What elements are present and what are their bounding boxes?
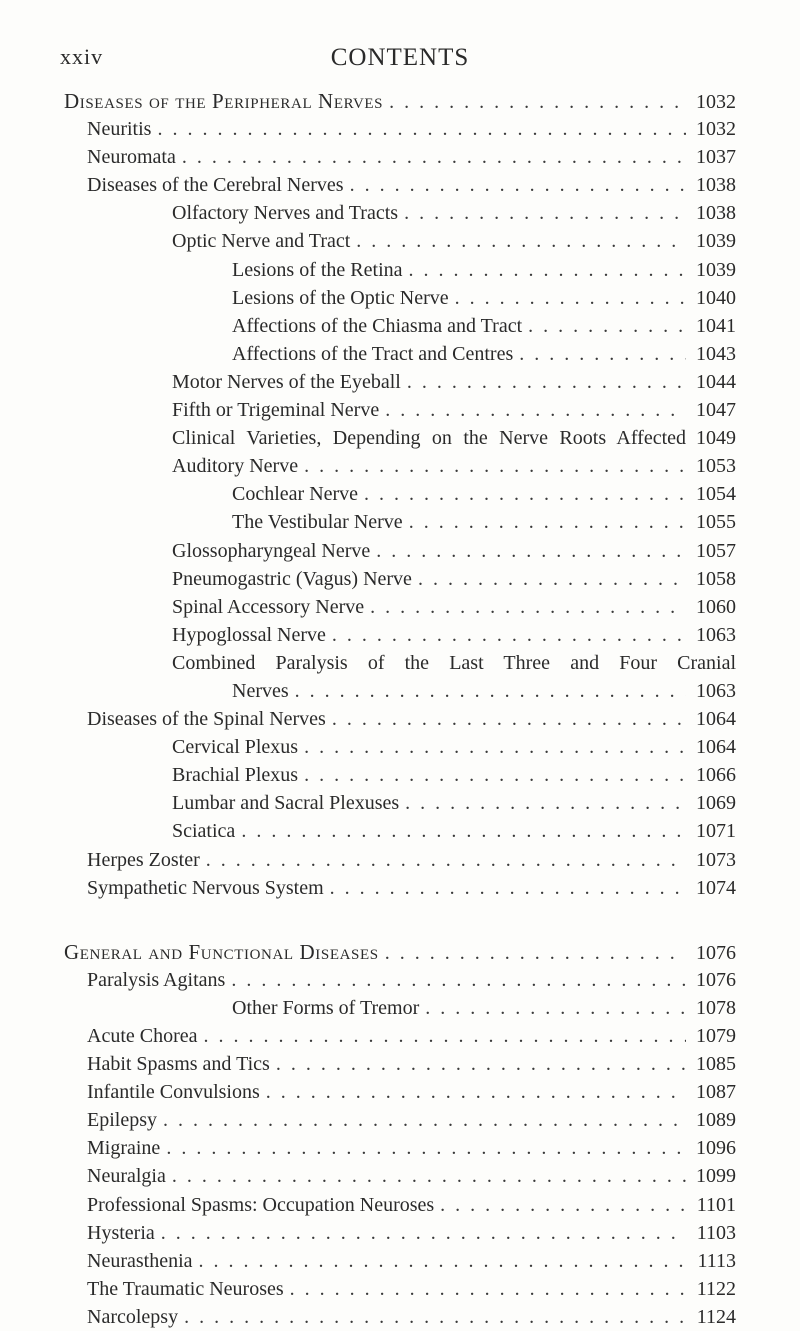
toc-entry-title: Glossopharyngeal Nerve — [172, 539, 371, 562]
toc-entry-page-number: 1054 — [696, 483, 736, 506]
toc-entry — [0, 1022, 800, 1050]
toc-entry-page-number: 1032 — [696, 118, 736, 141]
toc-entry — [0, 1191, 800, 1219]
toc-entry-page-number: 1038 — [696, 174, 736, 197]
toc-entry-title: Narcolepsy — [87, 1305, 179, 1328]
dot-leader — [166, 1134, 686, 1162]
toc-entry-title: Diseases of the Cerebral Nerves — [87, 174, 344, 197]
dot-leader — [184, 1303, 686, 1331]
dot-leader — [266, 1078, 686, 1106]
toc-entry-page-number: 1032 — [696, 91, 736, 113]
toc-entry-page-number: 1055 — [696, 511, 736, 534]
toc-entry-title: Neuromata — [87, 146, 176, 169]
toc-entry-title: Combined Paralysis of the Last Three and Four Cranial — [172, 651, 736, 674]
dot-leader — [332, 621, 686, 649]
toc-entry-title: Clinical Varieties, Depending on the Nerve Roots Affected — [172, 427, 686, 450]
toc-entry-title: Infantile Convulsions — [87, 1081, 260, 1104]
dot-leader — [350, 171, 686, 199]
toc-section — [0, 938, 800, 1331]
toc-entry — [0, 312, 800, 340]
toc-entry-title: Professional Spasms: Occupation Neuroses — [87, 1193, 435, 1216]
table-of-contents — [0, 87, 800, 1331]
toc-entry — [0, 677, 800, 705]
toc-entry-title: Paralysis Agitans — [87, 968, 226, 991]
toc-entry-title: Olfactory Nerves and Tracts — [172, 202, 399, 225]
toc-entry-title: Neurasthenia — [87, 1249, 193, 1272]
dot-leader — [231, 966, 686, 994]
page-header — [0, 44, 800, 84]
toc-entry-page-number: 1074 — [696, 876, 736, 899]
toc-entry — [0, 1247, 800, 1275]
toc-entry-title: Sympathetic Nervous System — [87, 876, 324, 899]
toc-entry-title: Motor Nerves of the Eyeball — [172, 370, 401, 393]
toc-entry-title: Optic Nerve and Tract — [172, 230, 351, 253]
toc-section-heading — [0, 938, 800, 966]
toc-entry-title: Cochlear Nerve — [232, 483, 359, 506]
toc-entry-title: Other Forms of Tremor — [232, 996, 420, 1019]
toc-entry-page-number: 1085 — [696, 1053, 736, 1076]
toc-entry — [0, 649, 800, 677]
toc-entry — [0, 761, 800, 789]
toc-entry — [0, 115, 800, 143]
dot-leader — [528, 312, 686, 340]
toc-entry-page-number: 1087 — [696, 1081, 736, 1104]
dot-leader — [295, 677, 686, 705]
toc-entry — [0, 1275, 800, 1303]
toc-entry-title: The Traumatic Neuroses — [87, 1277, 284, 1300]
toc-entry — [0, 1219, 800, 1247]
toc-entry — [0, 874, 800, 902]
toc-entry-page-number: 1073 — [696, 848, 736, 871]
dot-leader — [425, 994, 686, 1022]
dot-leader — [404, 199, 686, 227]
toc-entry-title: Hypoglossal Nerve — [172, 623, 326, 646]
toc-entry-page-number: 1122 — [696, 1277, 736, 1300]
toc-entry-title: Sciatica — [172, 820, 236, 843]
toc-entry-page-number: 1069 — [696, 792, 736, 815]
toc-entry-page-number: 1089 — [696, 1109, 736, 1132]
toc-entry — [0, 1134, 800, 1162]
toc-entry-title: Lesions of the Optic Nerve — [232, 286, 449, 309]
toc-entry — [0, 284, 800, 312]
toc-entry-page-number: 1064 — [696, 736, 736, 759]
toc-entry-page-number: 1039 — [696, 258, 736, 281]
toc-entry-page-number: 1076 — [696, 941, 736, 964]
dot-leader — [199, 1247, 686, 1275]
dot-leader — [276, 1050, 686, 1078]
dot-leader — [356, 227, 686, 255]
dot-leader — [241, 817, 686, 845]
dot-leader — [409, 508, 686, 536]
toc-entry — [0, 593, 800, 621]
toc-entry-page-number: 1076 — [696, 968, 736, 991]
toc-entry — [0, 368, 800, 396]
toc-entry-page-number: 1124 — [696, 1305, 736, 1328]
toc-entry-page-number: 1099 — [696, 1165, 736, 1188]
toc-entry-page-number: 1037 — [696, 146, 736, 169]
dot-leader — [172, 1162, 686, 1190]
toc-entry — [0, 256, 800, 284]
toc-entry-title: Diseases of the Spinal Nerves — [87, 708, 326, 731]
dot-leader — [440, 1191, 686, 1219]
toc-entry-title: Lesions of the Retina — [232, 258, 403, 281]
dot-leader — [407, 368, 686, 396]
toc-section-heading — [0, 87, 800, 115]
dot-leader — [370, 593, 686, 621]
toc-entry — [0, 227, 800, 255]
dot-leader — [206, 846, 686, 874]
toc-entry-page-number: 1101 — [696, 1193, 736, 1216]
toc-entry — [0, 537, 800, 565]
toc-entry — [0, 508, 800, 536]
toc-entry-title: Migraine — [87, 1137, 161, 1160]
toc-entry-title: Neuralgia — [87, 1165, 166, 1188]
toc-entry — [0, 966, 800, 994]
toc-entry-title: The Vestibular Nerve — [232, 511, 403, 534]
toc-entry-title: Epilepsy — [87, 1109, 157, 1132]
running-title: CONTENTS — [330, 44, 470, 71]
toc-entry-page-number: 1044 — [696, 370, 736, 393]
dot-leader — [161, 1219, 686, 1247]
toc-entry-title: Auditory Nerve — [172, 455, 299, 478]
toc-entry-page-number: 1071 — [696, 820, 736, 843]
toc-entry-title: Fifth or Trigeminal Nerve — [172, 399, 380, 422]
toc-entry-title: Diseases of the Peripheral Nerves — [64, 89, 384, 113]
toc-entry — [0, 789, 800, 817]
toc-entry-page-number: 1079 — [696, 1025, 736, 1047]
dot-leader — [519, 340, 686, 368]
toc-entry-page-number: 1078 — [696, 996, 736, 1019]
toc-entry — [0, 565, 800, 593]
toc-entry-title: General and Functional Diseases — [64, 939, 379, 964]
toc-entry-page-number: 1063 — [696, 679, 736, 702]
dot-leader — [364, 480, 686, 508]
toc-entry-title: Neuritis — [87, 118, 152, 141]
toc-entry-page-number: 1047 — [696, 399, 736, 422]
toc-entry-title: Herpes Zoster — [87, 848, 200, 871]
toc-entry — [0, 340, 800, 368]
toc-entry — [0, 1162, 800, 1190]
dot-leader — [304, 733, 686, 761]
dot-leader — [304, 761, 686, 789]
dot-leader — [290, 1275, 686, 1303]
toc-entry — [0, 846, 800, 874]
toc-section — [0, 87, 800, 902]
dot-leader — [376, 537, 686, 565]
dot-leader — [332, 705, 686, 733]
dot-leader — [389, 88, 686, 116]
toc-entry — [0, 171, 800, 199]
toc-entry-title: Cervical Plexus — [172, 736, 299, 759]
toc-entry-page-number: 1060 — [696, 595, 736, 618]
toc-entry-title: Pneumogastric (Vagus) Nerve — [172, 567, 412, 590]
toc-entry — [0, 994, 800, 1022]
toc-entry-title: Affections of the Tract and Centres — [232, 342, 514, 365]
toc-entry-page-number: 1043 — [696, 342, 736, 365]
toc-entry-page-number: 1096 — [696, 1137, 736, 1160]
dot-leader — [330, 874, 686, 902]
toc-entry-page-number: 1049 — [696, 427, 736, 450]
toc-entry-page-number: 1058 — [696, 567, 736, 590]
dot-leader — [385, 939, 686, 967]
toc-entry-title: Hysteria — [87, 1221, 155, 1244]
toc-entry-page-number: 1057 — [696, 539, 736, 562]
toc-entry-title: Nerves — [232, 679, 289, 702]
toc-entry-page-number: 1063 — [696, 623, 736, 646]
toc-entry-title: Habit Spasms and Tics — [87, 1053, 270, 1076]
dot-leader — [418, 565, 686, 593]
toc-entry-title: Spinal Accessory Nerve — [172, 595, 365, 618]
toc-entry — [0, 621, 800, 649]
toc-entry-page-number: 1038 — [696, 202, 736, 225]
toc-entry — [0, 817, 800, 845]
dot-leader — [304, 452, 686, 480]
toc-entry — [0, 143, 800, 171]
toc-entry — [0, 1078, 800, 1106]
toc-entry — [0, 452, 800, 480]
toc-entry — [0, 705, 800, 733]
toc-entry-page-number: 1103 — [696, 1221, 736, 1244]
toc-entry — [0, 396, 800, 424]
toc-entry — [0, 480, 800, 508]
dot-leader — [405, 789, 686, 817]
toc-entry-page-number: 1039 — [696, 230, 736, 253]
toc-entry — [0, 1303, 800, 1331]
dot-leader — [157, 115, 686, 143]
toc-entry-title: Affections of the Chiasma and Tract — [232, 314, 523, 337]
toc-entry-page-number: 1053 — [696, 455, 736, 478]
toc-entry-title: Acute Chorea — [87, 1025, 198, 1047]
dot-leader — [455, 284, 686, 312]
dot-leader — [409, 256, 686, 284]
toc-entry-page-number: 1041 — [696, 314, 736, 337]
dot-leader — [385, 396, 686, 424]
toc-entry — [0, 733, 800, 761]
page-number-roman: xxiv — [60, 44, 104, 69]
dot-leader — [182, 143, 686, 171]
toc-entry-page-number: 1040 — [696, 286, 736, 309]
dot-leader — [163, 1106, 686, 1134]
toc-entry — [0, 424, 800, 452]
toc-entry — [0, 199, 800, 227]
toc-entry — [0, 1106, 800, 1134]
toc-entry-title: Lumbar and Sacral Plexuses — [172, 792, 400, 815]
toc-entry-page-number: 1064 — [696, 708, 736, 731]
toc-entry — [0, 1050, 800, 1078]
dot-leader — [204, 1022, 686, 1050]
toc-entry-page-number: 1113 — [697, 1249, 736, 1272]
toc-entry-page-number: 1066 — [696, 764, 736, 787]
toc-entry-title: Brachial Plexus — [172, 764, 299, 787]
